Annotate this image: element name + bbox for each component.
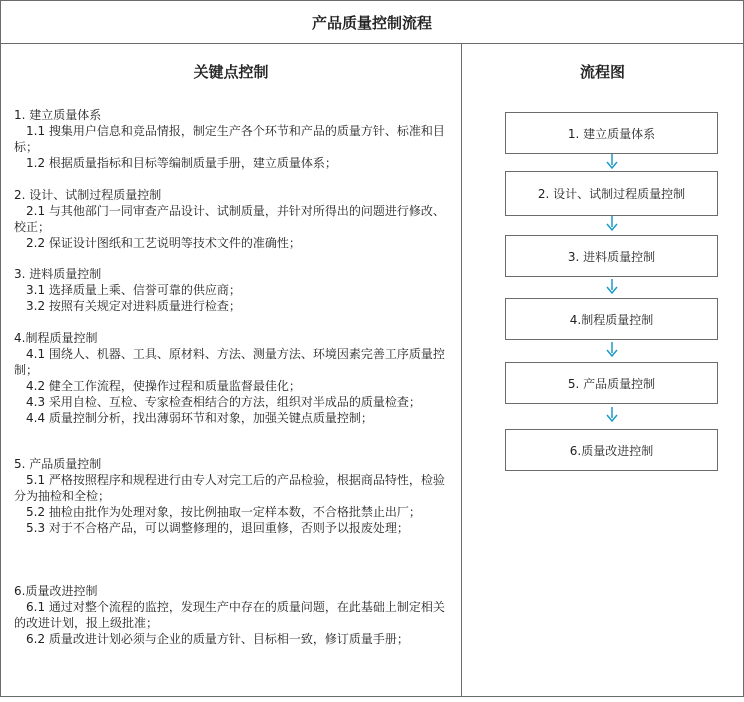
section-4-item-2: 4.2 健全工作流程，使操作过程和质量监督最佳化； xyxy=(14,379,301,393)
flow-step-3: 3. 进料质量控制 xyxy=(505,235,718,277)
section-4-item-1: 4.1 围绕人、机器、工具、原材料、方法、测量方法、环境因素完善工序质量控制； xyxy=(14,347,445,377)
section-6-title: 6.质量改进控制 xyxy=(14,584,98,598)
flow-step-1: 1. 建立质量体系 xyxy=(505,112,718,154)
section-5 xyxy=(14,456,448,536)
down-arrow-icon xyxy=(605,154,619,170)
section-2 xyxy=(14,187,448,251)
down-arrow-icon xyxy=(605,407,619,423)
section-6-item-2: 6.2 质量改进计划必须与企业的质量方针、目标相一致，修订质量手册； xyxy=(14,632,409,646)
section-2-title: 2. 设计、试制过程质量控制 xyxy=(14,188,162,202)
left-column-heading: 关键点控制 xyxy=(193,63,269,81)
section-4-title: 4.制程质量控制 xyxy=(14,331,98,345)
section-3-title: 3. 进料质量控制 xyxy=(14,267,102,281)
section-6-item-1: 6.1 通过对整个流程的监控，发现生产中存在的质量问题，在此基础上制定相关的改进计划，报上级批准； xyxy=(14,600,445,630)
page-title: 产品质量控制流程 xyxy=(1,1,743,44)
section-1-item-1: 1.1 搜集用户信息和竞品情报，制定生产各个环节和产品的质量方针、标准和目标； xyxy=(14,124,445,154)
section-4 xyxy=(14,330,448,426)
section-1 xyxy=(14,107,448,171)
section-1-title: 1. 建立质量体系 xyxy=(14,108,102,122)
section-1-item-2: 1.2 根据质量指标和目标等编制质量手册，建立质量体系； xyxy=(14,156,337,170)
section-4-item-4: 4.4 质量控制分析，找出薄弱环节和对象，加强关键点质量控制； xyxy=(14,411,373,425)
section-6 xyxy=(14,583,448,647)
down-arrow-icon xyxy=(605,342,619,358)
section-5-item-3: 5.3 对于不合格产品，可以调整修理的，退回重修，否则予以报废处理； xyxy=(14,521,409,535)
section-5-item-2: 5.2 抽检由批作为处理对象，按比例抽取一定样本数，不合格批禁止出厂； xyxy=(14,505,421,519)
column-divider xyxy=(461,44,462,696)
section-5-title: 5. 产品质量控制 xyxy=(14,457,102,471)
flow-step-2: 2. 设计、试制过程质量控制 xyxy=(505,171,718,216)
section-4-item-3: 4.3 采用自检、互检、专家检查相结合的方法，组织对半成品的质量检查； xyxy=(14,395,421,409)
section-5-item-1: 5.1 严格按照程序和规程进行由专人对完工后的产品检验，根据商品特性，检验分为抽检和全检； xyxy=(14,473,445,503)
flow-step-4: 4.制程质量控制 xyxy=(505,298,718,340)
section-3 xyxy=(14,266,448,314)
flow-step-5: 5. 产品质量控制 xyxy=(505,362,718,404)
down-arrow-icon xyxy=(605,279,619,295)
section-2-item-2: 2.2 保证设计图纸和工艺说明等技术文件的准确性； xyxy=(14,236,301,250)
flow-step-6: 6.质量改进控制 xyxy=(505,429,718,471)
down-arrow-icon xyxy=(605,216,619,232)
section-3-item-1: 3.1 选择质量上乘、信誉可靠的供应商； xyxy=(14,283,241,297)
right-column-heading: 流程图 xyxy=(579,63,625,81)
section-2-item-1: 2.1 与其他部门一同审查产品设计、试制质量，并针对所得出的问题进行修改、校正； xyxy=(14,204,445,234)
section-3-item-2: 3.2 按照有关规定对进料质量进行检查； xyxy=(14,299,241,313)
